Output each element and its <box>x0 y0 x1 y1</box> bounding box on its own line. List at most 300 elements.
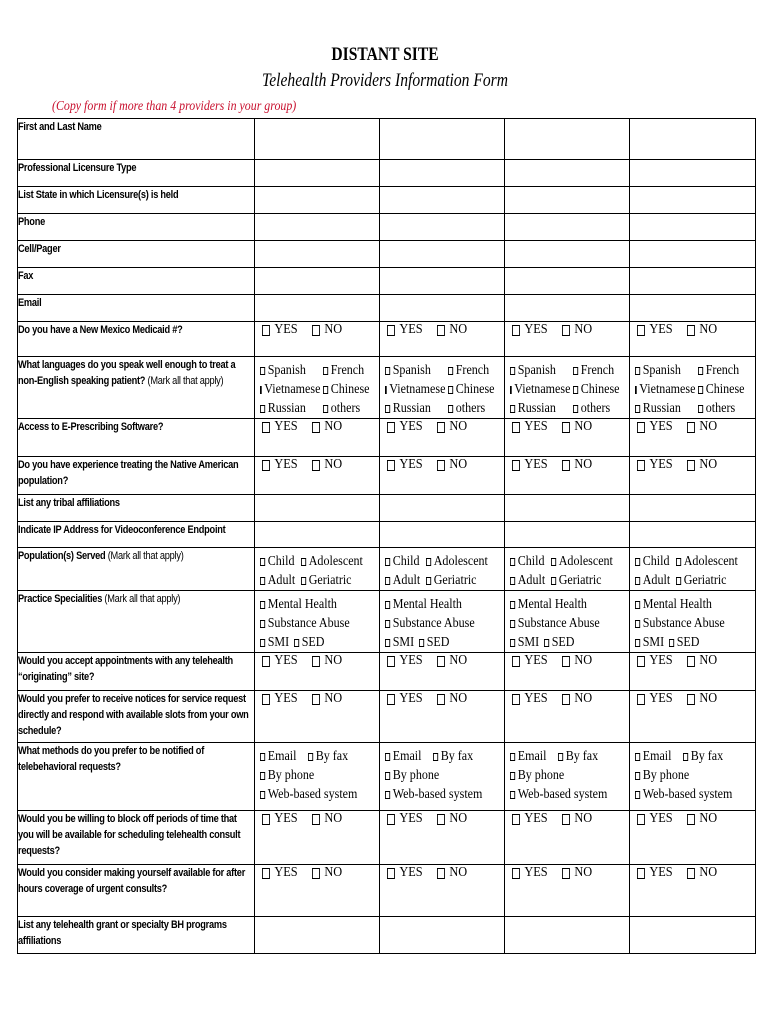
provider-yes-no-cell <box>630 691 756 743</box>
sed-checkbox[interactable] <box>544 639 549 647</box>
no-label: NO <box>574 811 593 826</box>
russian-checkbox[interactable] <box>260 405 265 413</box>
substance-abuse-checkbox[interactable] <box>635 620 640 628</box>
provider-answer-cell[interactable] <box>505 241 630 268</box>
no-checkbox[interactable] <box>687 868 695 879</box>
provider-answer-cell[interactable] <box>630 495 756 522</box>
smi-checkbox[interactable] <box>510 639 515 647</box>
web-method-checkbox[interactable] <box>510 791 515 799</box>
provider-specialities-cell <box>630 591 756 653</box>
question-text: What methods do you prefer to be notified of telebehavioral requests? <box>18 745 205 773</box>
geriatric-checkbox[interactable] <box>676 577 681 585</box>
substance-abuse-checkbox[interactable] <box>510 620 515 628</box>
provider-answer-cell[interactable] <box>630 160 756 187</box>
russian-checkbox[interactable] <box>510 405 515 413</box>
form-row-cell <box>18 241 756 268</box>
others-checkbox[interactable] <box>573 405 578 413</box>
no-label: NO <box>324 811 343 826</box>
yes-label: YES <box>524 322 548 337</box>
spanish-checkbox[interactable] <box>510 367 515 375</box>
web-method-label: Web-based system <box>517 786 608 802</box>
provider-languages-cell <box>380 357 505 419</box>
email-method-checkbox[interactable] <box>260 753 265 761</box>
question-label <box>18 419 254 435</box>
yes-checkbox[interactable] <box>637 694 645 705</box>
no-checkbox[interactable] <box>312 422 320 433</box>
web-method-checkbox[interactable] <box>635 791 640 799</box>
mental-health-checkbox[interactable] <box>260 601 265 609</box>
provider-answer-cell[interactable] <box>505 917 630 954</box>
question-cell <box>18 357 255 419</box>
smi-checkbox[interactable] <box>385 639 390 647</box>
yes-checkbox[interactable] <box>512 460 520 471</box>
email-method-checkbox[interactable] <box>510 753 515 761</box>
provider-yes-no-cell <box>255 865 380 917</box>
phone-method-label: By phone <box>392 767 440 783</box>
web-method-label: Web-based system <box>642 786 733 802</box>
question-label <box>18 187 254 203</box>
yes-checkbox[interactable] <box>512 422 520 433</box>
smi-checkbox[interactable] <box>635 639 640 647</box>
no-checkbox[interactable] <box>437 656 445 667</box>
no-checkbox[interactable] <box>562 694 570 705</box>
yes-label: YES <box>649 691 673 706</box>
no-label: NO <box>324 691 343 706</box>
spanish-checkbox[interactable] <box>385 367 390 375</box>
provider-answer-cell[interactable] <box>255 295 380 322</box>
question-text: Indicate IP Address for Videoconference Endpoint <box>18 524 226 536</box>
question-label <box>18 214 254 230</box>
adult-checkbox[interactable] <box>385 577 390 585</box>
adult-checkbox[interactable] <box>510 577 515 585</box>
question-text: Practice Specialities <box>18 593 103 605</box>
spanish-checkbox[interactable] <box>260 367 265 375</box>
adolescent-checkbox[interactable] <box>301 558 306 566</box>
yes-checkbox[interactable] <box>387 422 395 433</box>
french-checkbox[interactable] <box>323 367 328 375</box>
no-label: NO <box>449 322 468 337</box>
substance-abuse-label: Substance Abuse <box>517 615 600 631</box>
question-cell <box>18 268 255 295</box>
provider-answer-cell[interactable] <box>380 917 505 954</box>
substance-abuse-label: Substance Abuse <box>267 615 350 631</box>
provider-answer-cell[interactable] <box>630 917 756 954</box>
yes-checkbox[interactable] <box>512 656 520 667</box>
question-cell <box>18 865 255 917</box>
question-label <box>18 653 254 685</box>
no-label: NO <box>449 457 468 472</box>
yes-checkbox[interactable] <box>637 868 645 879</box>
provider-yes-no-cell <box>380 653 505 691</box>
russian-checkbox[interactable] <box>635 405 640 413</box>
no-checkbox[interactable] <box>687 460 695 471</box>
french-label: French <box>455 362 490 378</box>
adolescent-label: Adolescent <box>433 553 488 569</box>
provider-languages-cell <box>255 357 380 419</box>
yes-checkbox[interactable] <box>262 460 270 471</box>
question-cell <box>18 160 255 187</box>
yes-checkbox[interactable] <box>387 460 395 471</box>
provider-answer-cell[interactable] <box>505 522 630 548</box>
no-checkbox[interactable] <box>687 325 695 336</box>
yes-checkbox[interactable] <box>512 814 520 825</box>
fax-method-checkbox[interactable] <box>308 753 313 761</box>
form-row-eprescribing <box>18 419 756 457</box>
provider-info-table <box>17 118 756 954</box>
provider-answer-cell[interactable] <box>505 495 630 522</box>
phone-method-checkbox[interactable] <box>635 772 640 780</box>
mental-health-checkbox[interactable] <box>635 601 640 609</box>
provider-population-cell <box>630 548 756 591</box>
provider-answer-cell[interactable] <box>380 187 505 214</box>
adolescent-checkbox[interactable] <box>551 558 556 566</box>
others-checkbox[interactable] <box>448 405 453 413</box>
no-checkbox[interactable] <box>437 814 445 825</box>
provider-answer-cell[interactable] <box>505 214 630 241</box>
yes-label: YES <box>399 457 423 472</box>
question-label <box>18 268 254 284</box>
question-label <box>18 743 254 775</box>
provider-languages-cell <box>505 357 630 419</box>
form-row-name <box>18 119 756 160</box>
vietnamese-checkbox[interactable] <box>635 386 637 394</box>
geriatric-checkbox[interactable] <box>551 577 556 585</box>
no-label: NO <box>449 865 468 880</box>
form-row-population <box>18 548 756 591</box>
no-checkbox[interactable] <box>562 460 570 471</box>
web-method-checkbox[interactable] <box>260 791 265 799</box>
no-checkbox[interactable] <box>437 325 445 336</box>
question-cell <box>18 419 255 457</box>
russian-label: Russian <box>392 400 431 416</box>
provider-answer-cell[interactable] <box>380 119 505 160</box>
yes-label: YES <box>649 419 673 434</box>
provider-answer-cell[interactable] <box>255 268 380 295</box>
no-checkbox[interactable] <box>437 868 445 879</box>
question-cell <box>18 187 255 214</box>
no-checkbox[interactable] <box>562 814 570 825</box>
provider-answer-cell[interactable] <box>505 187 630 214</box>
geriatric-checkbox[interactable] <box>426 577 431 585</box>
provider-yes-no-cell <box>505 653 630 691</box>
provider-yes-no-cell <box>505 811 630 865</box>
provider-yes-no-cell <box>255 419 380 457</box>
provider-answer-cell[interactable] <box>630 268 756 295</box>
form-row-after-hours <box>18 865 756 917</box>
mark-all-note: (Mark all that apply) <box>104 593 181 605</box>
yes-checkbox[interactable] <box>262 656 270 667</box>
adult-label: Adult <box>642 572 671 588</box>
yes-label: YES <box>524 419 548 434</box>
question-label <box>18 865 254 897</box>
vietnamese-label: Vietnamese <box>389 381 446 397</box>
provider-answer-cell[interactable] <box>630 522 756 548</box>
no-checkbox[interactable] <box>562 868 570 879</box>
vietnamese-label: Vietnamese <box>264 381 321 397</box>
form-row-languages <box>18 357 756 419</box>
phone-method-checkbox[interactable] <box>385 772 390 780</box>
provider-yes-no-cell <box>380 419 505 457</box>
geriatric-label: Geriatric <box>433 572 477 588</box>
phone-method-checkbox[interactable] <box>510 772 515 780</box>
others-label: others <box>705 400 736 416</box>
spanish-label: Spanish <box>517 362 556 378</box>
others-checkbox[interactable] <box>698 405 703 413</box>
substance-abuse-label: Substance Abuse <box>642 615 725 631</box>
geriatric-checkbox[interactable] <box>301 577 306 585</box>
no-checkbox[interactable] <box>312 325 320 336</box>
fax-method-checkbox[interactable] <box>683 753 688 761</box>
substance-abuse-checkbox[interactable] <box>260 620 265 628</box>
provider-population-cell <box>505 548 630 591</box>
no-checkbox[interactable] <box>687 422 695 433</box>
provider-answer-cell[interactable] <box>255 917 380 954</box>
yes-label: YES <box>399 322 423 337</box>
vietnamese-checkbox[interactable] <box>510 386 512 394</box>
mental-health-label: Mental Health <box>642 596 712 612</box>
no-checkbox[interactable] <box>562 656 570 667</box>
child-checkbox[interactable] <box>635 558 640 566</box>
mental-health-checkbox[interactable] <box>385 601 390 609</box>
french-checkbox[interactable] <box>698 367 703 375</box>
question-cell <box>18 119 255 160</box>
yes-label: YES <box>649 865 673 880</box>
provider-yes-no-cell <box>255 811 380 865</box>
smi-checkbox[interactable] <box>260 639 265 647</box>
question-text: Would you be willing to block off periods of time that you will be available for scheduling telehealth consult requests? <box>18 813 241 857</box>
form-title: DISTANT SITE <box>331 44 439 65</box>
question-cell <box>18 295 255 322</box>
question-cell <box>18 322 255 357</box>
child-checkbox[interactable] <box>510 558 515 566</box>
provider-answer-cell[interactable] <box>505 268 630 295</box>
yes-checkbox[interactable] <box>262 694 270 705</box>
fax-method-label: By fax <box>690 748 724 764</box>
form-row-notices <box>18 691 756 743</box>
provider-yes-no-cell <box>380 322 505 357</box>
email-method-checkbox[interactable] <box>635 753 640 761</box>
provider-answer-cell[interactable] <box>380 268 505 295</box>
russian-checkbox[interactable] <box>385 405 390 413</box>
chinese-checkbox[interactable] <box>698 386 703 394</box>
yes-checkbox[interactable] <box>387 694 395 705</box>
no-label: NO <box>699 457 718 472</box>
provider-answer-cell[interactable] <box>505 160 630 187</box>
provider-answer-cell[interactable] <box>380 495 505 522</box>
provider-answer-cell[interactable] <box>255 160 380 187</box>
adult-label: Adult <box>392 572 421 588</box>
provider-yes-no-cell <box>505 691 630 743</box>
no-label: NO <box>324 653 343 668</box>
yes-label: YES <box>274 811 298 826</box>
web-method-label: Web-based system <box>392 786 483 802</box>
yes-checkbox[interactable] <box>637 814 645 825</box>
others-label: others <box>330 400 361 416</box>
sed-checkbox[interactable] <box>669 639 674 647</box>
chinese-label: Chinese <box>455 381 495 397</box>
no-checkbox[interactable] <box>687 694 695 705</box>
yes-checkbox[interactable] <box>387 325 395 336</box>
fax-method-checkbox[interactable] <box>558 753 563 761</box>
provider-answer-cell[interactable] <box>255 119 380 160</box>
yes-label: YES <box>274 865 298 880</box>
french-checkbox[interactable] <box>448 367 453 375</box>
phone-method-checkbox[interactable] <box>260 772 265 780</box>
email-method-checkbox[interactable] <box>385 753 390 761</box>
provider-answer-cell[interactable] <box>630 187 756 214</box>
provider-yes-no-cell <box>630 457 756 495</box>
question-label <box>18 495 254 511</box>
yes-label: YES <box>524 457 548 472</box>
chinese-checkbox[interactable] <box>573 386 578 394</box>
mental-health-label: Mental Health <box>517 596 587 612</box>
provider-answer-cell[interactable] <box>630 119 756 160</box>
chinese-checkbox[interactable] <box>448 386 453 394</box>
provider-answer-cell[interactable] <box>255 214 380 241</box>
provider-answer-cell[interactable] <box>380 160 505 187</box>
question-text: Fax <box>18 270 34 282</box>
no-label: NO <box>699 322 718 337</box>
yes-checkbox[interactable] <box>387 814 395 825</box>
sed-checkbox[interactable] <box>294 639 299 647</box>
provider-yes-no-cell <box>255 322 380 357</box>
provider-answer-cell[interactable] <box>380 522 505 548</box>
adult-checkbox[interactable] <box>260 577 265 585</box>
spanish-label: Spanish <box>267 362 306 378</box>
provider-answer-cell[interactable] <box>380 214 505 241</box>
no-checkbox[interactable] <box>687 814 695 825</box>
provider-answer-cell[interactable] <box>630 241 756 268</box>
yes-checkbox[interactable] <box>262 814 270 825</box>
chinese-checkbox[interactable] <box>323 386 328 394</box>
provider-answer-cell[interactable] <box>630 295 756 322</box>
no-checkbox[interactable] <box>562 422 570 433</box>
french-checkbox[interactable] <box>573 367 578 375</box>
copy-form-note: (Copy form if more than 4 providers in your group) <box>52 99 297 114</box>
yes-label: YES <box>274 419 298 434</box>
child-checkbox[interactable] <box>260 558 265 566</box>
adult-checkbox[interactable] <box>635 577 640 585</box>
yes-checkbox[interactable] <box>637 656 645 667</box>
child-checkbox[interactable] <box>385 558 390 566</box>
no-label: NO <box>699 419 718 434</box>
no-checkbox[interactable] <box>312 694 320 705</box>
no-checkbox[interactable] <box>312 656 320 667</box>
yes-checkbox[interactable] <box>262 325 270 336</box>
question-label <box>18 119 254 135</box>
no-checkbox[interactable] <box>437 422 445 433</box>
adolescent-checkbox[interactable] <box>676 558 681 566</box>
provider-answer-cell[interactable] <box>255 522 380 548</box>
yes-checkbox[interactable] <box>637 325 645 336</box>
question-text: Do you have experience treating the Native American population? <box>18 459 239 487</box>
provider-yes-no-cell <box>630 322 756 357</box>
no-label: NO <box>324 865 343 880</box>
provider-yes-no-cell <box>505 322 630 357</box>
yes-checkbox[interactable] <box>262 422 270 433</box>
vietnamese-checkbox[interactable] <box>385 386 387 394</box>
no-label: NO <box>574 322 593 337</box>
web-method-checkbox[interactable] <box>385 791 390 799</box>
yes-checkbox[interactable] <box>512 868 520 879</box>
spanish-label: Spanish <box>642 362 681 378</box>
no-checkbox[interactable] <box>312 460 320 471</box>
yes-checkbox[interactable] <box>637 422 645 433</box>
form-row-methods <box>18 743 756 811</box>
yes-checkbox[interactable] <box>637 460 645 471</box>
geriatric-label: Geriatric <box>683 572 727 588</box>
no-checkbox[interactable] <box>437 460 445 471</box>
question-text: Access to E-Prescribing Software? <box>18 421 164 433</box>
sed-checkbox[interactable] <box>419 639 424 647</box>
question-label <box>18 357 254 389</box>
yes-label: YES <box>649 322 673 337</box>
fax-method-checkbox[interactable] <box>433 753 438 761</box>
spanish-label: Spanish <box>392 362 431 378</box>
provider-answer-cell[interactable] <box>255 187 380 214</box>
question-text: List State in which Licensure(s) is held <box>18 189 179 201</box>
french-label: French <box>705 362 740 378</box>
question-text: Would you prefer to receive notices for service request directly and respond with available slots from your own schedule? <box>18 693 249 737</box>
no-checkbox[interactable] <box>562 325 570 336</box>
no-checkbox[interactable] <box>437 694 445 705</box>
provider-answer-cell[interactable] <box>630 214 756 241</box>
provider-answer-cell[interactable] <box>380 295 505 322</box>
question-label <box>18 917 254 949</box>
yes-label: YES <box>274 653 298 668</box>
question-text: Cell/Pager <box>18 243 61 255</box>
others-checkbox[interactable] <box>323 405 328 413</box>
no-checkbox[interactable] <box>312 868 320 879</box>
provider-yes-no-cell <box>630 419 756 457</box>
provider-answer-cell[interactable] <box>505 295 630 322</box>
yes-checkbox[interactable] <box>512 694 520 705</box>
substance-abuse-checkbox[interactable] <box>385 620 390 628</box>
mental-health-checkbox[interactable] <box>510 601 515 609</box>
no-label: NO <box>449 811 468 826</box>
vietnamese-checkbox[interactable] <box>260 386 262 394</box>
provider-specialities-cell <box>380 591 505 653</box>
provider-answer-cell[interactable] <box>380 241 505 268</box>
child-label: Child <box>517 553 545 569</box>
question-text: List any tribal affiliations <box>18 497 120 509</box>
provider-answer-cell[interactable] <box>505 119 630 160</box>
question-text: Would you consider making yourself available for after hours coverage of urgent consults? <box>18 867 246 895</box>
no-label: NO <box>324 457 343 472</box>
provider-yes-no-cell <box>255 691 380 743</box>
adolescent-checkbox[interactable] <box>426 558 431 566</box>
child-label: Child <box>267 553 295 569</box>
yes-checkbox[interactable] <box>262 868 270 879</box>
yes-checkbox[interactable] <box>387 868 395 879</box>
yes-checkbox[interactable] <box>512 325 520 336</box>
provider-yes-no-cell <box>630 865 756 917</box>
no-label: NO <box>699 691 718 706</box>
no-checkbox[interactable] <box>687 656 695 667</box>
yes-checkbox[interactable] <box>387 656 395 667</box>
yes-label: YES <box>399 691 423 706</box>
mental-health-label: Mental Health <box>267 596 337 612</box>
provider-answer-cell[interactable] <box>255 241 380 268</box>
question-cell <box>18 743 255 811</box>
yes-label: YES <box>524 811 548 826</box>
provider-yes-no-cell <box>630 811 756 865</box>
yes-label: YES <box>649 457 673 472</box>
no-label: NO <box>574 691 593 706</box>
no-checkbox[interactable] <box>312 814 320 825</box>
provider-answer-cell[interactable] <box>255 495 380 522</box>
spanish-checkbox[interactable] <box>635 367 640 375</box>
